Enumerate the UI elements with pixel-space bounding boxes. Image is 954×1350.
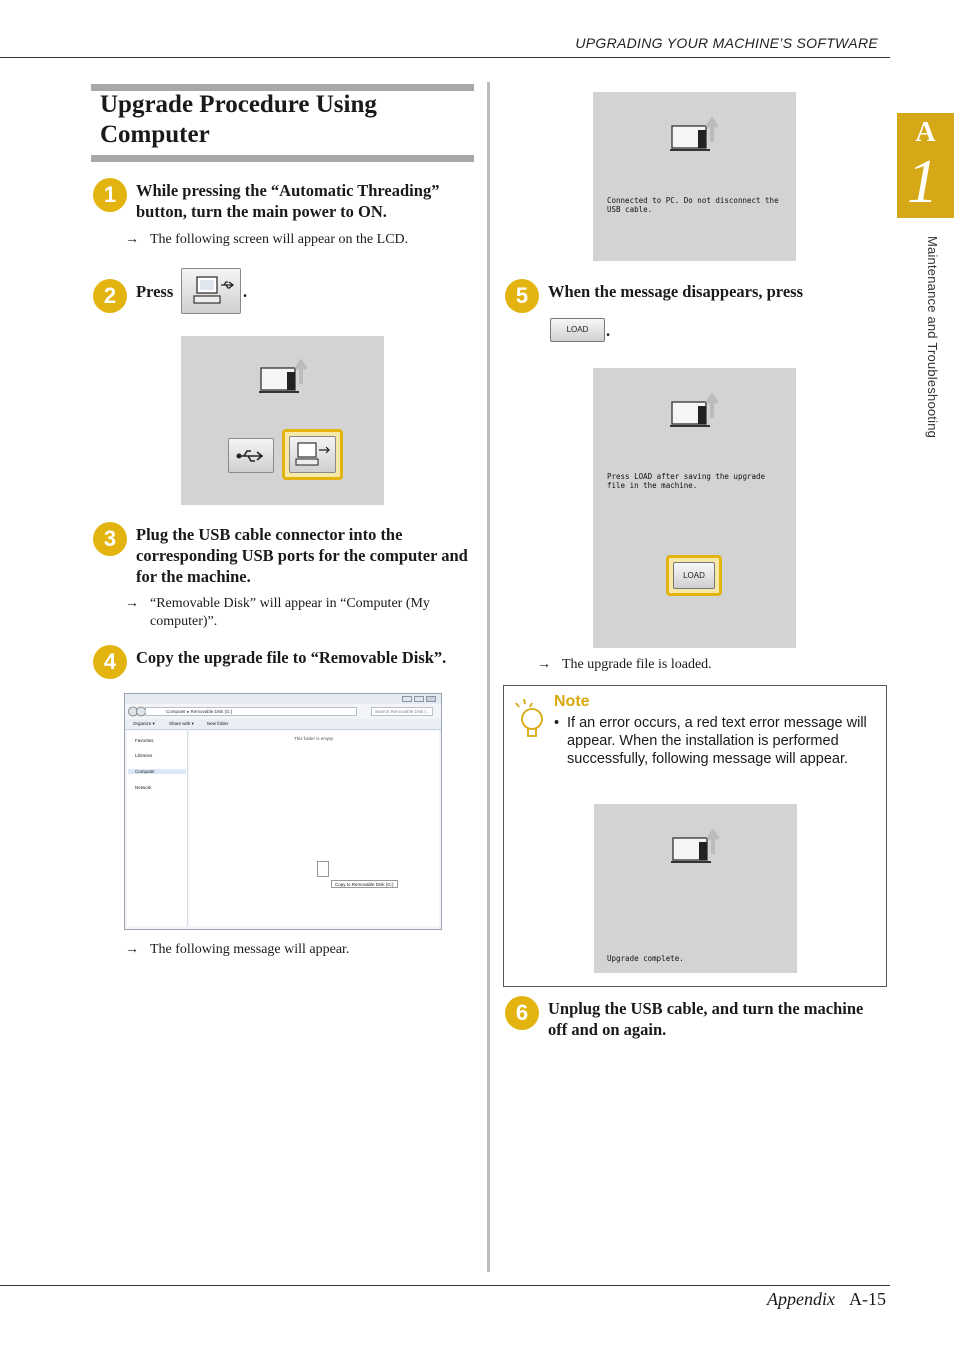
- lcd-connected-message: Connected to PC. Do not disconnect the USB cable.: [607, 196, 779, 214]
- chapter-number: 1: [907, 148, 938, 216]
- lightbulb-icon: [512, 697, 548, 739]
- step-number-6: 6: [505, 996, 539, 1030]
- chapter-letter: A: [915, 117, 936, 148]
- machine-upload-icon: [257, 354, 309, 398]
- lcd-screen-connected: [593, 92, 796, 261]
- side-chapter-label: Maintenance and Troubleshooting: [925, 236, 940, 439]
- step-text-4: Copy the upgrade file to “Removable Disk”.: [136, 648, 447, 667]
- drag-tooltip: Copy to Removable Disk (G:): [331, 880, 398, 888]
- footer-section: Appendix: [767, 1289, 835, 1309]
- step-result-1: → The following screen will appear on the LCD.: [125, 232, 409, 247]
- section-bar-bottom: [91, 155, 474, 162]
- column-divider: [487, 82, 490, 1272]
- maximize-button[interactable]: [414, 696, 424, 702]
- running-header: UPGRADING YOUR MACHINE’S SOFTWARE: [575, 35, 878, 51]
- lcd-press-load-message: Press LOAD after saving the upgrade file in the machine.: [607, 472, 766, 490]
- step-5-period: .: [606, 321, 611, 340]
- lcd-screen-complete: [594, 804, 797, 973]
- page-number: A-15: [849, 1289, 886, 1309]
- usb-icon: [229, 439, 273, 472]
- explorer-toolbar: [125, 719, 441, 730]
- step-text-6: Unplug the USB cable, and turn the machine off and on again.: [548, 999, 864, 1039]
- explorer-window: [124, 693, 442, 930]
- machine-upload-icon: [669, 824, 721, 868]
- empty-folder-message: This folder is empty.: [294, 736, 334, 741]
- result-arrow-icon: →: [125, 232, 139, 247]
- chapter-tab: [897, 113, 954, 218]
- result-arrow-icon: →: [537, 657, 551, 672]
- usb-computer-button[interactable]: [181, 268, 241, 314]
- step-result-4: → The following message will appear.: [125, 942, 350, 957]
- note-bullet: [554, 714, 879, 768]
- lcd-complete-message: Upgrade complete.: [607, 954, 684, 963]
- section-title: Upgrade Procedure Using Computer: [100, 91, 377, 148]
- nav-item-favorites[interactable]: Favorites: [135, 738, 154, 743]
- step-number-1: 1: [93, 178, 127, 212]
- step-number-5: 5: [505, 279, 539, 313]
- search-input[interactable]: Search Removable Disk (...: [371, 707, 433, 716]
- step-text-2: Press: [136, 282, 174, 301]
- minimize-button[interactable]: [402, 696, 412, 702]
- step-number-3: 3: [93, 522, 127, 556]
- top-rule: [0, 57, 890, 58]
- address-bar[interactable]: Computer ▸ Removable Disk (G:): [145, 707, 357, 716]
- step-number-2: 2: [93, 279, 127, 313]
- load-button[interactable]: LOAD: [550, 318, 605, 342]
- file-icon[interactable]: [317, 861, 329, 877]
- step-2-period: .: [243, 282, 248, 301]
- lcd-load-button[interactable]: LOAD: [673, 562, 715, 589]
- computer-usb-icon: [290, 437, 335, 472]
- step-result-5: → The upgrade file is loaded.: [537, 657, 712, 672]
- nav-item-network[interactable]: Network: [135, 785, 152, 790]
- step-text-5: When the message disappears, press: [548, 282, 804, 301]
- computer-usb-icon: [182, 269, 240, 313]
- nav-item-computer[interactable]: Computer: [128, 769, 186, 774]
- organize-menu[interactable]: Organize ▾: [133, 721, 155, 726]
- step-result-3: → “Removable Disk” will appear in “Computer (My computer)”.: [125, 596, 430, 629]
- result-arrow-icon: →: [125, 942, 139, 957]
- step-text-3: Plug the USB cable connector into the corresponding USB ports for the computer and for the machine.: [136, 525, 468, 586]
- bullet-mark: •: [554, 715, 560, 731]
- bottom-rule: [0, 1285, 890, 1286]
- step-number-4: 4: [93, 645, 127, 679]
- computer-mode-button[interactable]: [289, 436, 336, 473]
- result-arrow-icon: →: [125, 596, 139, 611]
- page-footer: [767, 1289, 886, 1310]
- new-folder-button[interactable]: New folder: [207, 721, 229, 726]
- note-title: Note: [554, 693, 590, 710]
- explorer-nav-pane: [127, 731, 188, 926]
- machine-upload-icon: [668, 112, 720, 156]
- machine-upload-icon: [668, 388, 720, 432]
- close-button[interactable]: [426, 696, 436, 702]
- share-with-menu[interactable]: Share with ▾: [169, 721, 194, 726]
- lcd-screen-select-mode: [181, 336, 384, 505]
- window-titlebar: [125, 694, 441, 704]
- step-text-1: While pressing the “Automatic Threading” button, turn the main power to ON.: [136, 181, 440, 221]
- lcd-screen-press-load: [593, 368, 796, 648]
- usb-mode-button[interactable]: [228, 438, 274, 473]
- nav-item-libraries[interactable]: Libraries: [135, 753, 153, 758]
- note-text: If an error occurs, a red text error message will appear. When the installation is performed successfully, following message will appear.: [567, 715, 867, 767]
- explorer-content: [189, 731, 439, 926]
- back-forward-icon[interactable]: [128, 706, 146, 717]
